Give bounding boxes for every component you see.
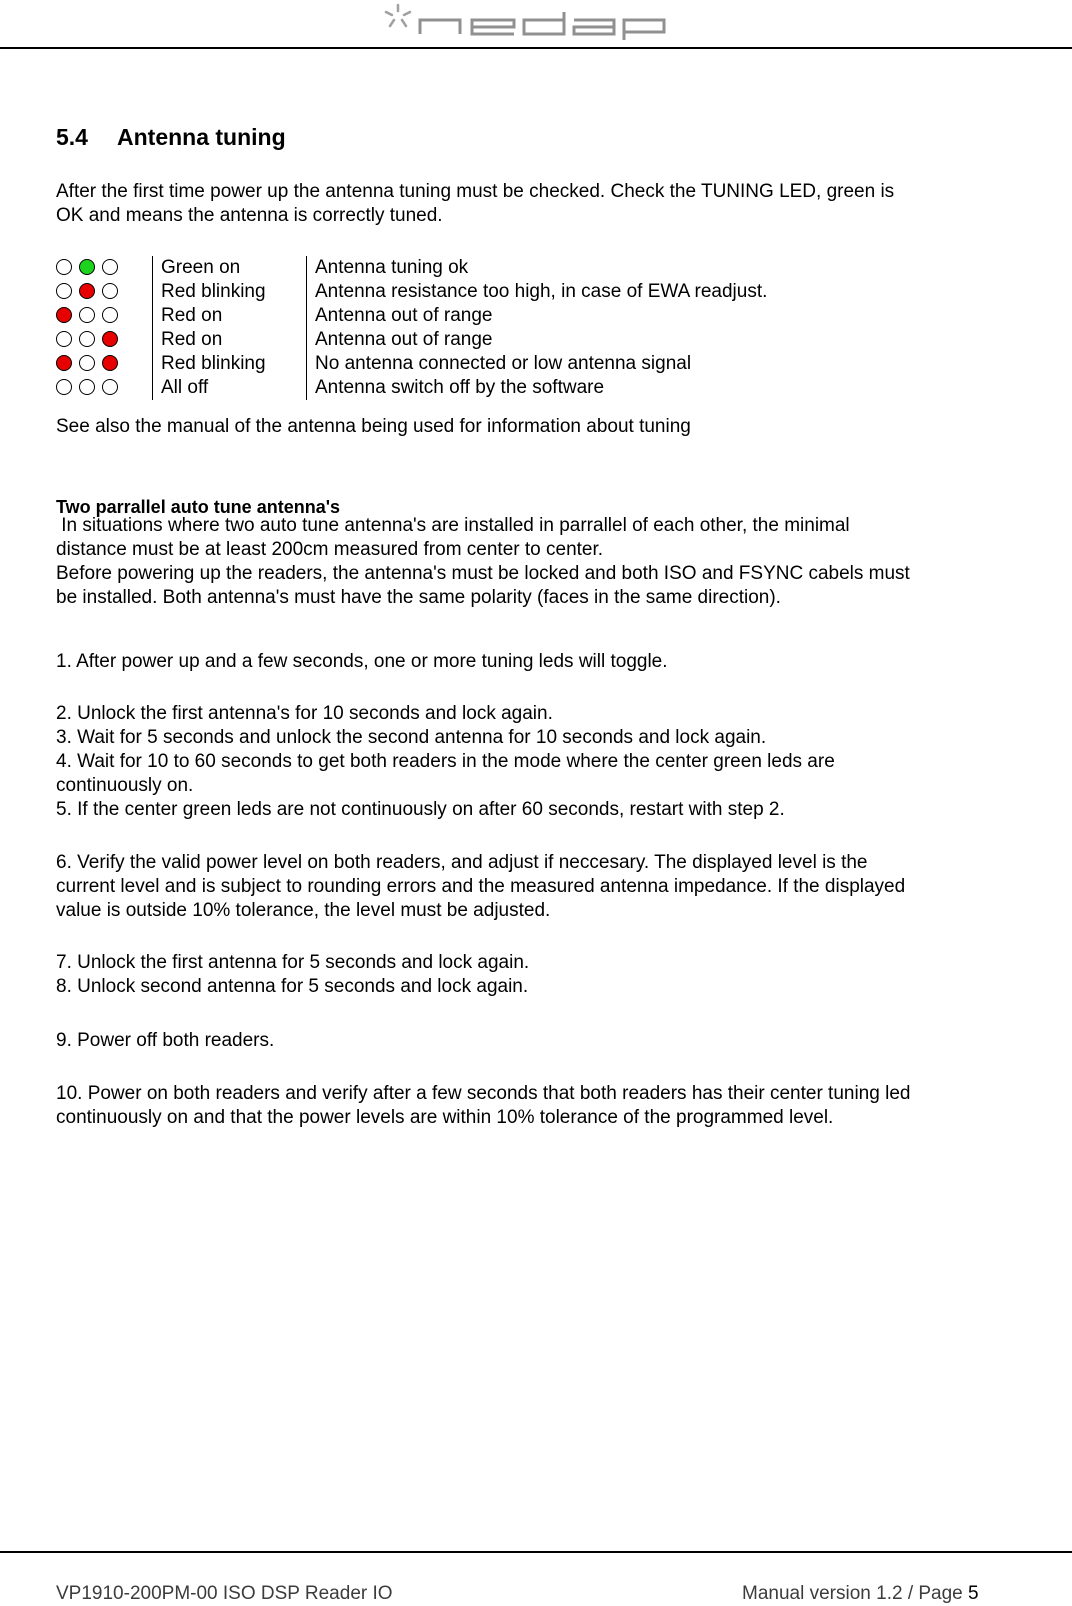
step-text: continuously on and that the power levels are within 10% tolerance of the programmed level. (56, 1107, 834, 1128)
step-text: continuously on. (56, 775, 194, 796)
step-text: 4. Wait for 10 to 60 seconds to get both readers in the mode where the center green leds are (56, 751, 835, 772)
step-text: current level and is subject to rounding errors and the measured antenna impedance. If the displayed (56, 876, 906, 897)
led-red-icon (56, 307, 72, 323)
parallel-intro-line: Before powering up the readers, the antenna's must be locked and both ISO and FSYNC cabels must (56, 563, 910, 584)
step-6 (56, 851, 1006, 923)
step-text: 6. Verify the valid power level on both readers, and adjust if neccesary. The displayed level is the (56, 852, 868, 873)
intro-line: After the first time power up the antenna tuning must be checked. Check the TUNING LED, green is (56, 181, 895, 202)
steps-7-8 (56, 951, 1006, 999)
led-off-icon (102, 283, 118, 299)
led-status-row (56, 304, 767, 328)
led-red-icon (102, 331, 118, 347)
led-status-row (56, 376, 767, 400)
page-number: 5 (968, 1583, 979, 1604)
logo-wordmark (420, 12, 664, 40)
step-9 (56, 1029, 1006, 1053)
led-meaning: Antenna switch off by the software (307, 376, 768, 400)
led-status-rows (56, 256, 767, 400)
step-text: 2. Unlock the first antenna's for 10 seconds and lock again. (56, 703, 553, 724)
led-off-icon (102, 307, 118, 323)
led-meaning: Antenna resistance too high, in case of EWA readjust. (307, 280, 768, 304)
led-indicator-group (56, 304, 153, 328)
footer-page-info (742, 1582, 979, 1606)
intro-paragraph (56, 180, 1006, 228)
nedap-logo (378, 0, 678, 42)
step-text: value is outside 10% tolerance, the level must be adjusted. (56, 900, 551, 921)
step-text: 5. If the center green leds are not continuously on after 60 seconds, restart with step 2. (56, 799, 785, 820)
step-text: 8. Unlock second antenna for 5 seconds and lock again. (56, 976, 529, 997)
led-meaning: No antenna connected or low antenna signal (307, 352, 768, 376)
step-text: 10. Power on both readers and verify after a few seconds that both readers has their center tuning led (56, 1083, 911, 1104)
led-status-row (56, 352, 767, 376)
led-meaning: Antenna out of range (307, 328, 768, 352)
footer-document-id: VP1910-200PM-00 ISO DSP Reader IO (56, 1583, 393, 1604)
led-red-icon (102, 355, 118, 371)
led-state: Red blinking (153, 280, 307, 304)
led-indicator-group (56, 328, 153, 352)
led-off-icon (79, 355, 95, 371)
led-off-icon (79, 307, 95, 323)
section-number: 5.4 (56, 124, 88, 150)
star-icon (386, 5, 410, 26)
led-meaning: Antenna out of range (307, 304, 768, 328)
led-state: Red on (153, 328, 307, 352)
led-red-icon (56, 355, 72, 371)
led-indicator-group (56, 280, 153, 304)
led-indicator-group (56, 352, 153, 376)
section-heading (56, 124, 286, 151)
led-state: Red on (153, 304, 307, 328)
led-off-icon (56, 331, 72, 347)
step-text: 1. After power up and a few seconds, one or more tuning leds will toggle. (56, 651, 668, 672)
led-red-icon (79, 283, 95, 299)
nedap-logo-graphic (378, 0, 678, 42)
led-off-icon (56, 259, 72, 275)
footer-version: Manual version 1.2 / Page (742, 1583, 969, 1604)
led-status-row (56, 280, 767, 304)
led-state: Green on (153, 256, 307, 280)
led-off-icon (56, 379, 72, 395)
step-text: 7. Unlock the first antenna for 5 seconds and lock again. (56, 952, 530, 973)
led-off-icon (56, 283, 72, 299)
see-also-text: See also the manual of the antenna being used for information about tuning (56, 416, 691, 437)
header-divider (0, 47, 1072, 49)
led-state: All off (153, 376, 307, 400)
led-green-icon (79, 259, 95, 275)
step-1 (56, 650, 1006, 674)
step-text: 9. Power off both readers. (56, 1030, 275, 1051)
led-status-row (56, 256, 767, 280)
footer-divider (0, 1551, 1072, 1553)
see-also-paragraph (56, 415, 1006, 439)
parallel-heading: Two parrallel auto tune antenna's (56, 497, 340, 517)
led-off-icon (79, 379, 95, 395)
led-status-row (56, 328, 767, 352)
led-off-icon (102, 259, 118, 275)
step-text: 3. Wait for 5 seconds and unlock the second antenna for 10 seconds and lock again. (56, 727, 767, 748)
led-indicator-group (56, 256, 153, 280)
parallel-intro-line: In situations where two auto tune antenna's are installed in parrallel of each other, the minimal (56, 515, 850, 536)
led-off-icon (79, 331, 95, 347)
led-indicator-group (56, 376, 153, 400)
led-off-icon (102, 379, 118, 395)
parallel-intro-paragraph (56, 514, 1006, 610)
led-meaning: Antenna tuning ok (307, 256, 768, 280)
parallel-intro-line: distance must be at least 200cm measured from center to center. (56, 539, 604, 560)
led-status-table (56, 256, 767, 400)
step-10 (56, 1082, 1006, 1130)
parallel-intro-line: be installed. Both antenna's must have the same polarity (faces in the same direction). (56, 587, 781, 608)
led-state: Red blinking (153, 352, 307, 376)
section-title: Antenna tuning (117, 124, 286, 150)
intro-line: OK and means the antenna is correctly tuned. (56, 205, 443, 226)
steps-2-5 (56, 702, 1006, 822)
